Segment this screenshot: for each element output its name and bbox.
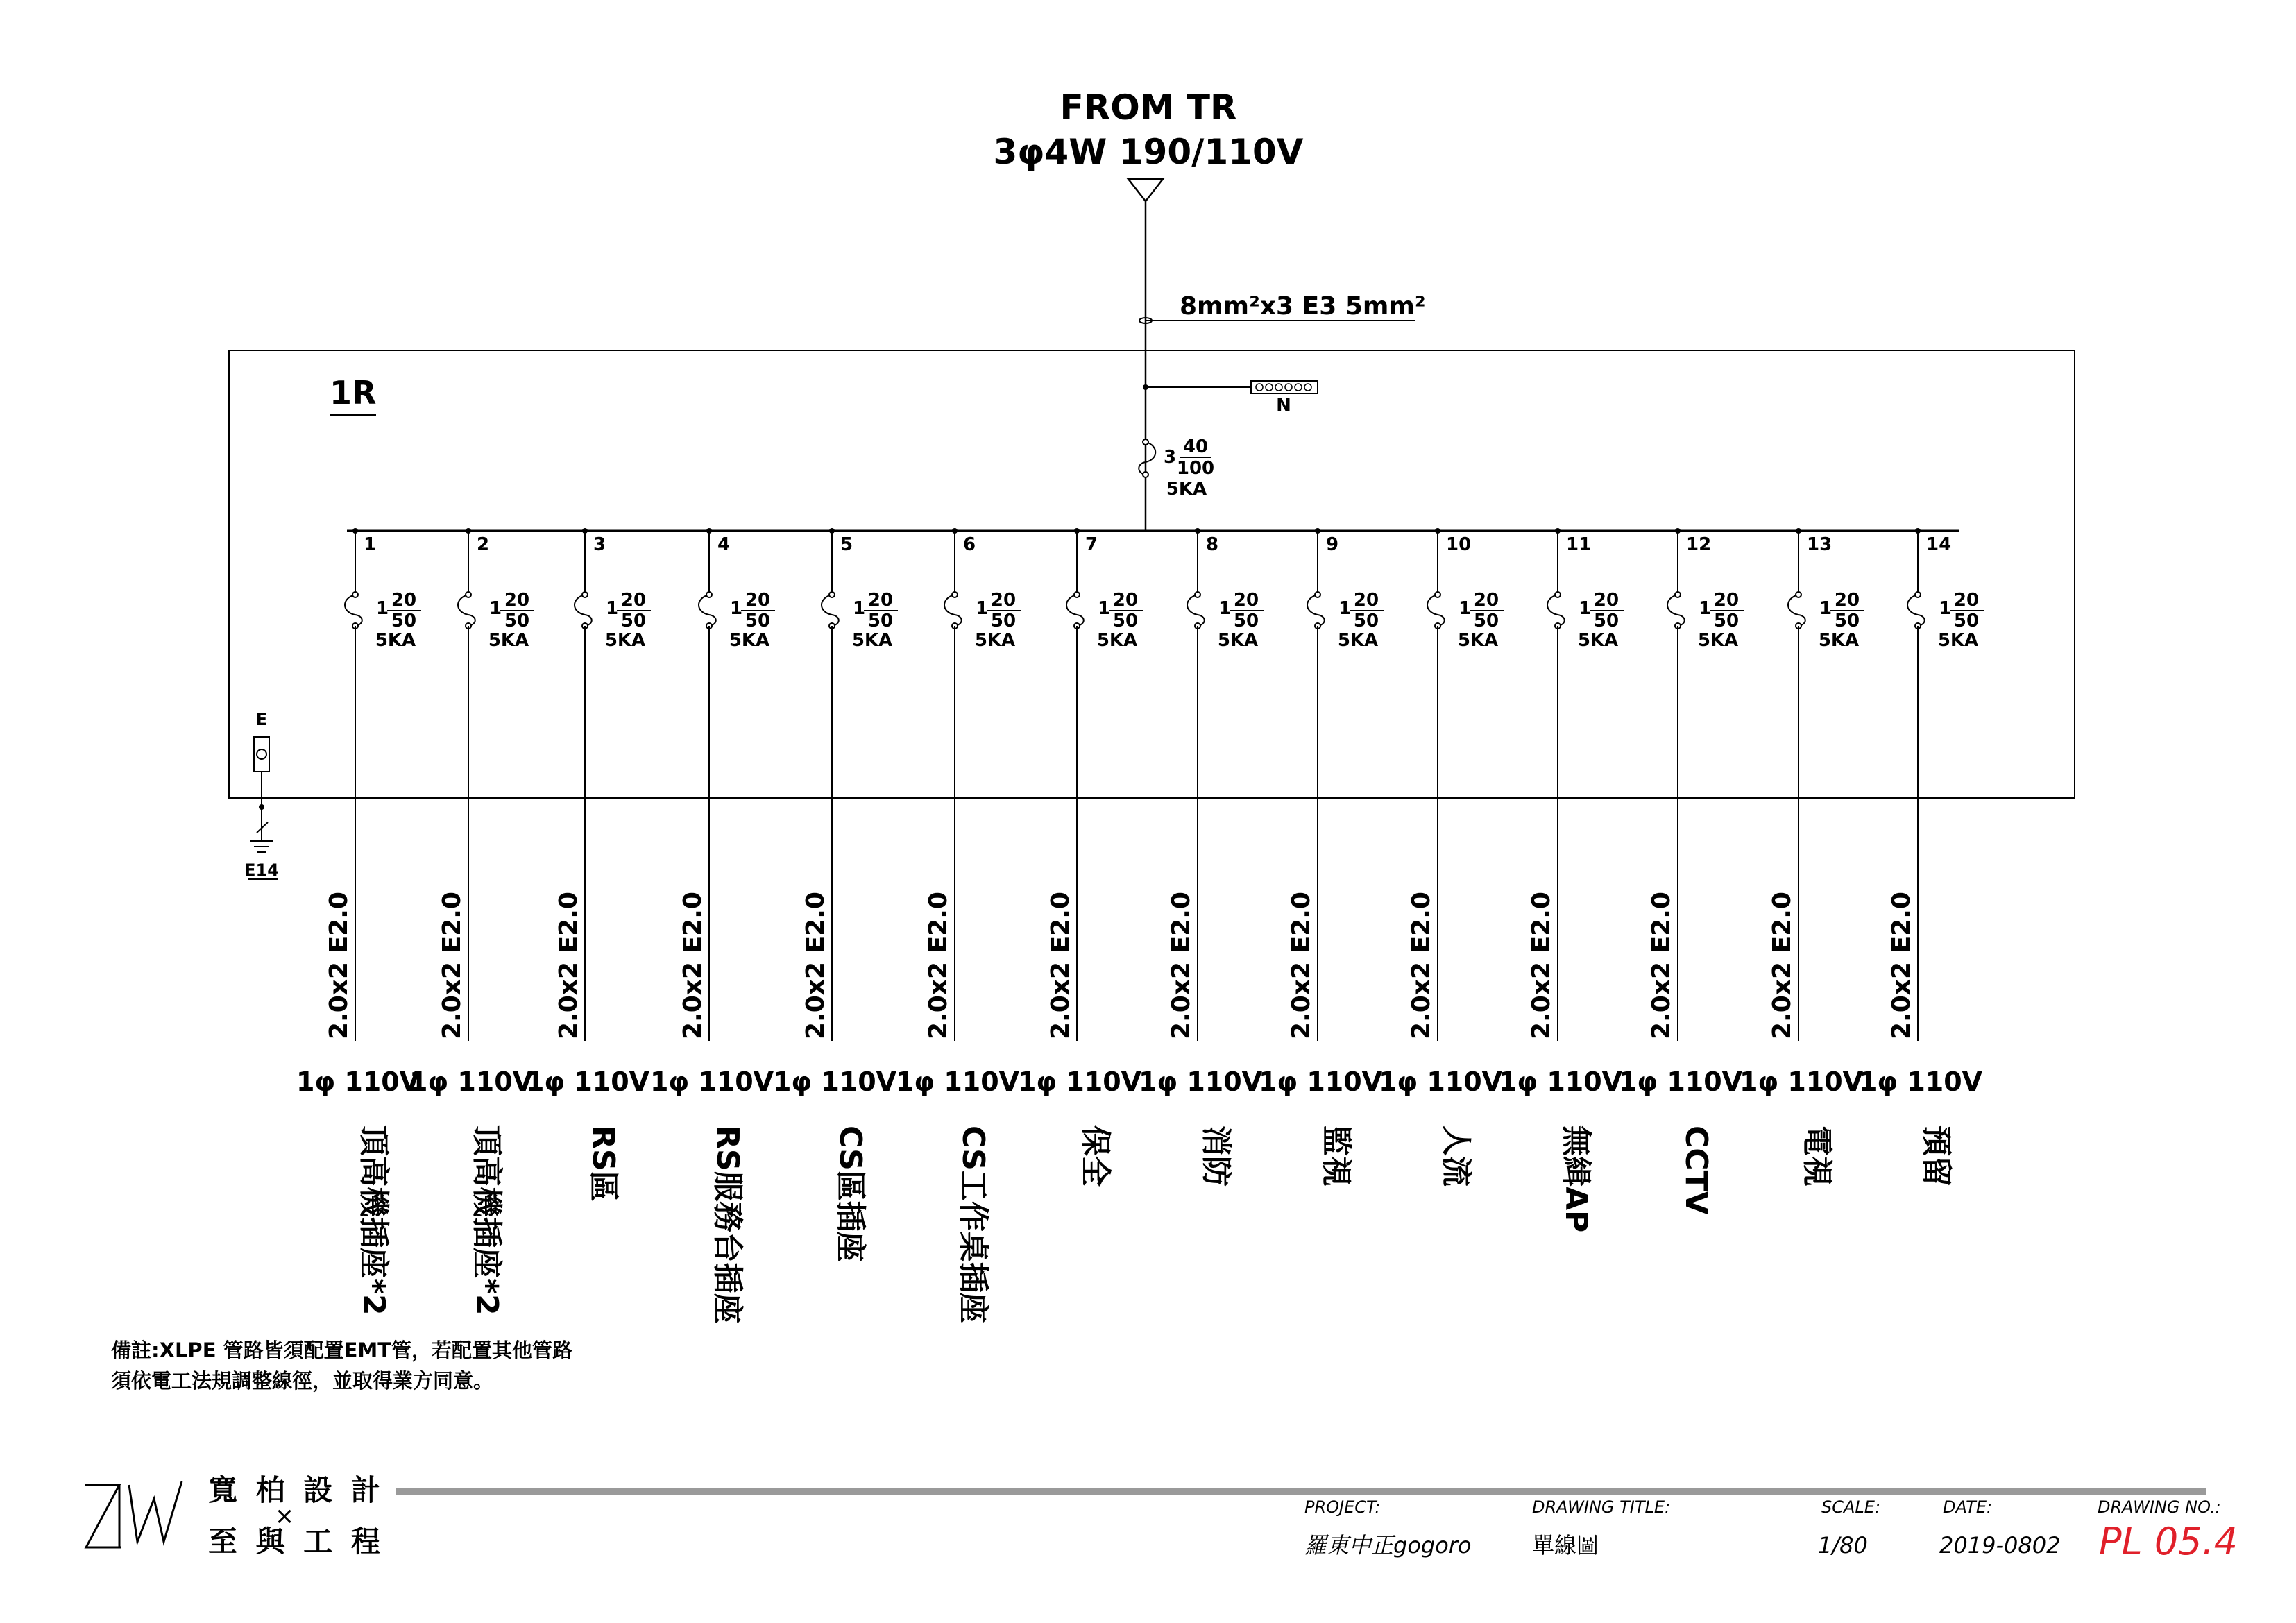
source-title: FROM TR [1060,87,1237,128]
branch-number: 13 [1807,534,1832,555]
branch-trip-rating: 20 [1953,590,1980,611]
branch-trip-rating: 20 [1353,590,1379,611]
note-line-2: 須依電工法規調整線徑，並取得業方同意。 [111,1369,494,1393]
branch-cable-spec: 2.0x2 E2.0 [679,892,707,1039]
branch-voltage: 1φ 110V [409,1067,534,1097]
branch-voltage: 1φ 110V [1739,1067,1864,1097]
breaker-contact [1796,592,1801,597]
project-label: PROJECT: [1304,1497,1381,1517]
branch-poles: 1 [1098,598,1111,619]
title-bar [396,1488,2206,1495]
branch-load-name: 預留 [1919,1125,1954,1187]
svg-text:5KA: 5KA [1166,479,1207,500]
branch-poles: 1 [606,598,619,619]
branch-frame-rating: 50 [1112,611,1139,631]
branch-cable-spec: 2.0x2 E2.0 [924,892,953,1039]
branch-frame-rating: 50 [504,611,530,631]
branch-cable-spec: 2.0x2 E2.0 [1287,892,1316,1039]
branch-circuit [773,528,898,1262]
main-breaker [1139,436,1214,500]
branch-frame-rating: 50 [620,611,647,631]
branch-number: 4 [717,534,731,555]
branch-circuit [1379,528,1504,1187]
breaker-contact [1435,592,1440,597]
branch-number: 11 [1566,534,1592,555]
branch-poles: 1 [1459,598,1472,619]
branch-voltage: 1φ 110V [1017,1067,1142,1097]
branch-frame-rating: 50 [1233,611,1259,631]
branch-breaker-symbol [1547,595,1565,626]
svg-text:8mm²x3 E3 5mm²: 8mm²x3 E3 5mm² [1180,292,1426,321]
branch-breaker-symbol [1907,595,1925,626]
branch-breaker-symbol [1307,595,1325,626]
date-value: 2019-0802 [1939,1532,2061,1558]
scale-value: 1/80 [1818,1532,1868,1558]
branch-frame-rating: 50 [1353,611,1379,631]
breaker-contact [1675,592,1681,597]
branch-breaker-symbol [345,595,362,626]
branch-load-name: 監視 [1318,1125,1354,1187]
branch-interrupt-rating: 5KA [729,630,770,651]
branch-number: 14 [1926,534,1952,555]
branch-trip-rating: 20 [990,590,1017,611]
branch-frame-rating: 50 [1834,611,1860,631]
branch-poles: 1 [976,598,989,619]
branch-circuit [526,528,651,1202]
branch-frame-rating: 50 [867,611,894,631]
source-system: 3φ4W 190/110V [993,132,1304,172]
branch-breaker-symbol [1788,595,1805,626]
branch-trip-rating: 20 [745,590,771,611]
branch-cable-spec: 2.0x2 E2.0 [1647,892,1676,1039]
branch-cable-spec: 2.0x2 E2.0 [1046,892,1075,1039]
drawing-title-label: DRAWING TITLE: [1532,1497,1671,1517]
neutral-label: N [1276,396,1291,416]
branch-frame-rating: 50 [391,611,417,631]
branch-breaker-symbol [1066,595,1084,626]
branch-frame-rating: 50 [1473,611,1499,631]
branch-number: 9 [1326,534,1339,555]
branch-trip-rating: 20 [1713,590,1740,611]
earth-label: E [255,710,268,729]
drawing-title-field [1532,1497,1670,1558]
branch-number: 7 [1085,534,1098,555]
branch-trip-rating: 20 [391,590,417,611]
drawing-number-value: PL 05.4 [2099,1520,2238,1563]
branch-frame-rating: 50 [1713,611,1740,631]
branch-poles: 1 [730,598,743,619]
branch-cable-spec: 2.0x2 E2.0 [438,892,466,1039]
breaker-contact [1555,592,1561,597]
branch-poles: 1 [1218,598,1232,619]
branch-circuit [1619,528,1744,1215]
branch-poles: 1 [1338,598,1352,619]
branch-poles: 1 [1819,598,1832,619]
svg-text:100: 100 [1176,458,1215,479]
branch-cable-spec: 2.0x2 E2.0 [1167,892,1196,1039]
branch-interrupt-rating: 5KA [488,630,529,651]
branch-breaker-symbol [822,595,839,626]
branch-breaker-symbol [575,595,592,626]
branch-circuit [650,528,775,1324]
branch-load-name: RS區 [586,1125,621,1202]
branch-frame-rating: 50 [990,611,1017,631]
branch-trip-rating: 20 [504,590,530,611]
branch-voltage: 1φ 110V [1498,1067,1623,1097]
branch-voltage: 1φ 110V [1858,1067,1983,1097]
branch-voltage: 1φ 110V [1378,1067,1503,1097]
project-value: 羅東中正gogoro [1304,1532,1472,1558]
note-line-1: 備註:XLPE 管路皆須配置EMT管，若配置其他管路 [111,1339,573,1362]
branch-voltage: 1φ 110V [1138,1067,1263,1097]
branch-interrupt-rating: 5KA [974,630,1016,651]
branch-poles: 1 [853,598,866,619]
earth-ground-label: E14 [244,860,279,880]
branch-number: 12 [1686,534,1712,555]
branch-interrupt-rating: 5KA [1337,630,1379,651]
branch-voltage: 1φ 110V [1258,1067,1383,1097]
branch-breaker-symbol [1427,595,1445,626]
drawing-number-field [2098,1497,2238,1563]
branch-number: 1 [364,534,377,555]
branch-trip-rating: 20 [1233,590,1259,611]
branch-interrupt-rating: 5KA [1577,630,1619,651]
branch-poles: 1 [1579,598,1592,619]
branch-interrupt-rating: 5KA [375,630,416,651]
branch-trip-rating: 20 [1593,590,1619,611]
branch-trip-rating: 20 [620,590,647,611]
scale-label: SCALE: [1821,1497,1881,1517]
branch-load-name: 頂高機插座*2 [469,1125,504,1316]
breaker-contact [952,592,958,597]
branch-circuits [296,528,1984,1324]
company-name-line2: 至 與 工 程 [208,1524,384,1558]
project-field [1304,1497,1472,1558]
breaker-contact [829,592,835,597]
branch-breaker-symbol [458,595,475,626]
breaker-contact [466,592,471,597]
branch-interrupt-rating: 5KA [1457,630,1499,651]
branch-load-name: 保全 [1078,1125,1113,1187]
branch-circuit [1859,528,1984,1187]
date-field [1939,1497,2060,1558]
branch-load-name: CS工作桌插座 [955,1125,991,1323]
branch-cable-spec: 2.0x2 E2.0 [325,892,353,1039]
branch-load-name: RS服務台插座 [710,1125,745,1324]
branch-load-name: 人流 [1438,1125,1474,1187]
branch-breaker-symbol [944,595,962,626]
drawing-title-value: 單線圖 [1532,1532,1599,1558]
branch-circuit [896,528,1021,1323]
branch-number: 5 [840,534,853,555]
branch-number: 6 [963,534,976,555]
branch-voltage: 1φ 110V [1618,1067,1743,1097]
svg-text:40: 40 [1182,436,1209,457]
branch-breaker-symbol [699,595,716,626]
branch-interrupt-rating: 5KA [604,630,646,651]
branch-circuit [1018,528,1143,1187]
branch-voltage: 1φ 110V [649,1067,774,1097]
breaker-contact [1315,592,1320,597]
branch-cable-spec: 2.0x2 E2.0 [1768,892,1796,1039]
branch-circuit [409,528,534,1316]
branch-breaker-symbol [1667,595,1685,626]
drawing-number-label: DRAWING NO.: [2098,1497,2221,1517]
breaker-contact [1074,592,1080,597]
breaker-contact [1195,592,1200,597]
branch-number: 2 [477,534,490,555]
branch-cable-spec: 2.0x2 E2.0 [1407,892,1436,1039]
branch-load-name: 消防 [1198,1125,1234,1187]
branch-circuit [1259,528,1384,1187]
branch-number: 8 [1206,534,1219,555]
branch-voltage: 1φ 110V [525,1067,650,1097]
company-name-x: × [274,1502,295,1530]
branch-load-name: 頂高機插座*2 [356,1125,391,1316]
branch-interrupt-rating: 5KA [851,630,893,651]
branch-cable-spec: 2.0x2 E2.0 [1527,892,1556,1039]
branch-voltage: 1φ 110V [895,1067,1020,1097]
svg-text:1R: 1R [330,374,377,411]
company-name-line1: 寬 柏 設 計 [208,1473,384,1507]
branch-load-name: CS區插座 [833,1125,868,1262]
branch-load-name: 無緝AP [1558,1125,1594,1233]
branch-poles: 1 [1699,598,1712,619]
branch-cable-spec: 2.0x2 E2.0 [1887,892,1916,1039]
branch-interrupt-rating: 5KA [1697,630,1739,651]
scale-field [1818,1497,1880,1558]
branch-load-name: CCTV [1678,1125,1714,1215]
branch-load-name: 電視 [1799,1125,1835,1187]
branch-frame-rating: 50 [1593,611,1619,631]
branch-interrupt-rating: 5KA [1937,630,1979,651]
breaker-contact [352,592,358,597]
branch-interrupt-rating: 5KA [1217,630,1259,651]
branch-poles: 1 [1939,598,1952,619]
branch-circuit [1499,528,1624,1232]
branch-interrupt-rating: 5KA [1818,630,1860,651]
branch-cable-spec: 2.0x2 E2.0 [554,892,583,1039]
breaker-contact [706,592,712,597]
branch-trip-rating: 20 [1834,590,1860,611]
branch-breaker-symbol [1187,595,1205,626]
feeder-cable-label [1146,292,1426,321]
branch-voltage: 1φ 110V [296,1067,420,1097]
svg-text:3: 3 [1164,447,1177,468]
earth-terminal [244,710,279,880]
branch-trip-rating: 20 [867,590,894,611]
branch-voltage: 1φ 110V [772,1067,897,1097]
logo [85,1473,384,1558]
branch-circuit [1139,528,1264,1187]
branch-circuit [296,528,421,1316]
branch-number: 3 [593,534,606,555]
branch-cable-spec: 2.0x2 E2.0 [801,892,830,1039]
branch-poles: 1 [376,598,389,619]
branch-trip-rating: 20 [1473,590,1499,611]
neutral-bar [1143,381,1318,416]
breaker-contact [1915,592,1921,597]
branch-circuit [1740,528,1864,1187]
branch-poles: 1 [489,598,502,619]
date-label: DATE: [1943,1497,1993,1517]
panel-name [330,374,376,415]
branch-frame-rating: 50 [1953,611,1980,631]
branch-interrupt-rating: 5KA [1096,630,1138,651]
branch-frame-rating: 50 [745,611,771,631]
branch-number: 10 [1446,534,1472,555]
branch-trip-rating: 20 [1112,590,1139,611]
breaker-contact [582,592,588,597]
